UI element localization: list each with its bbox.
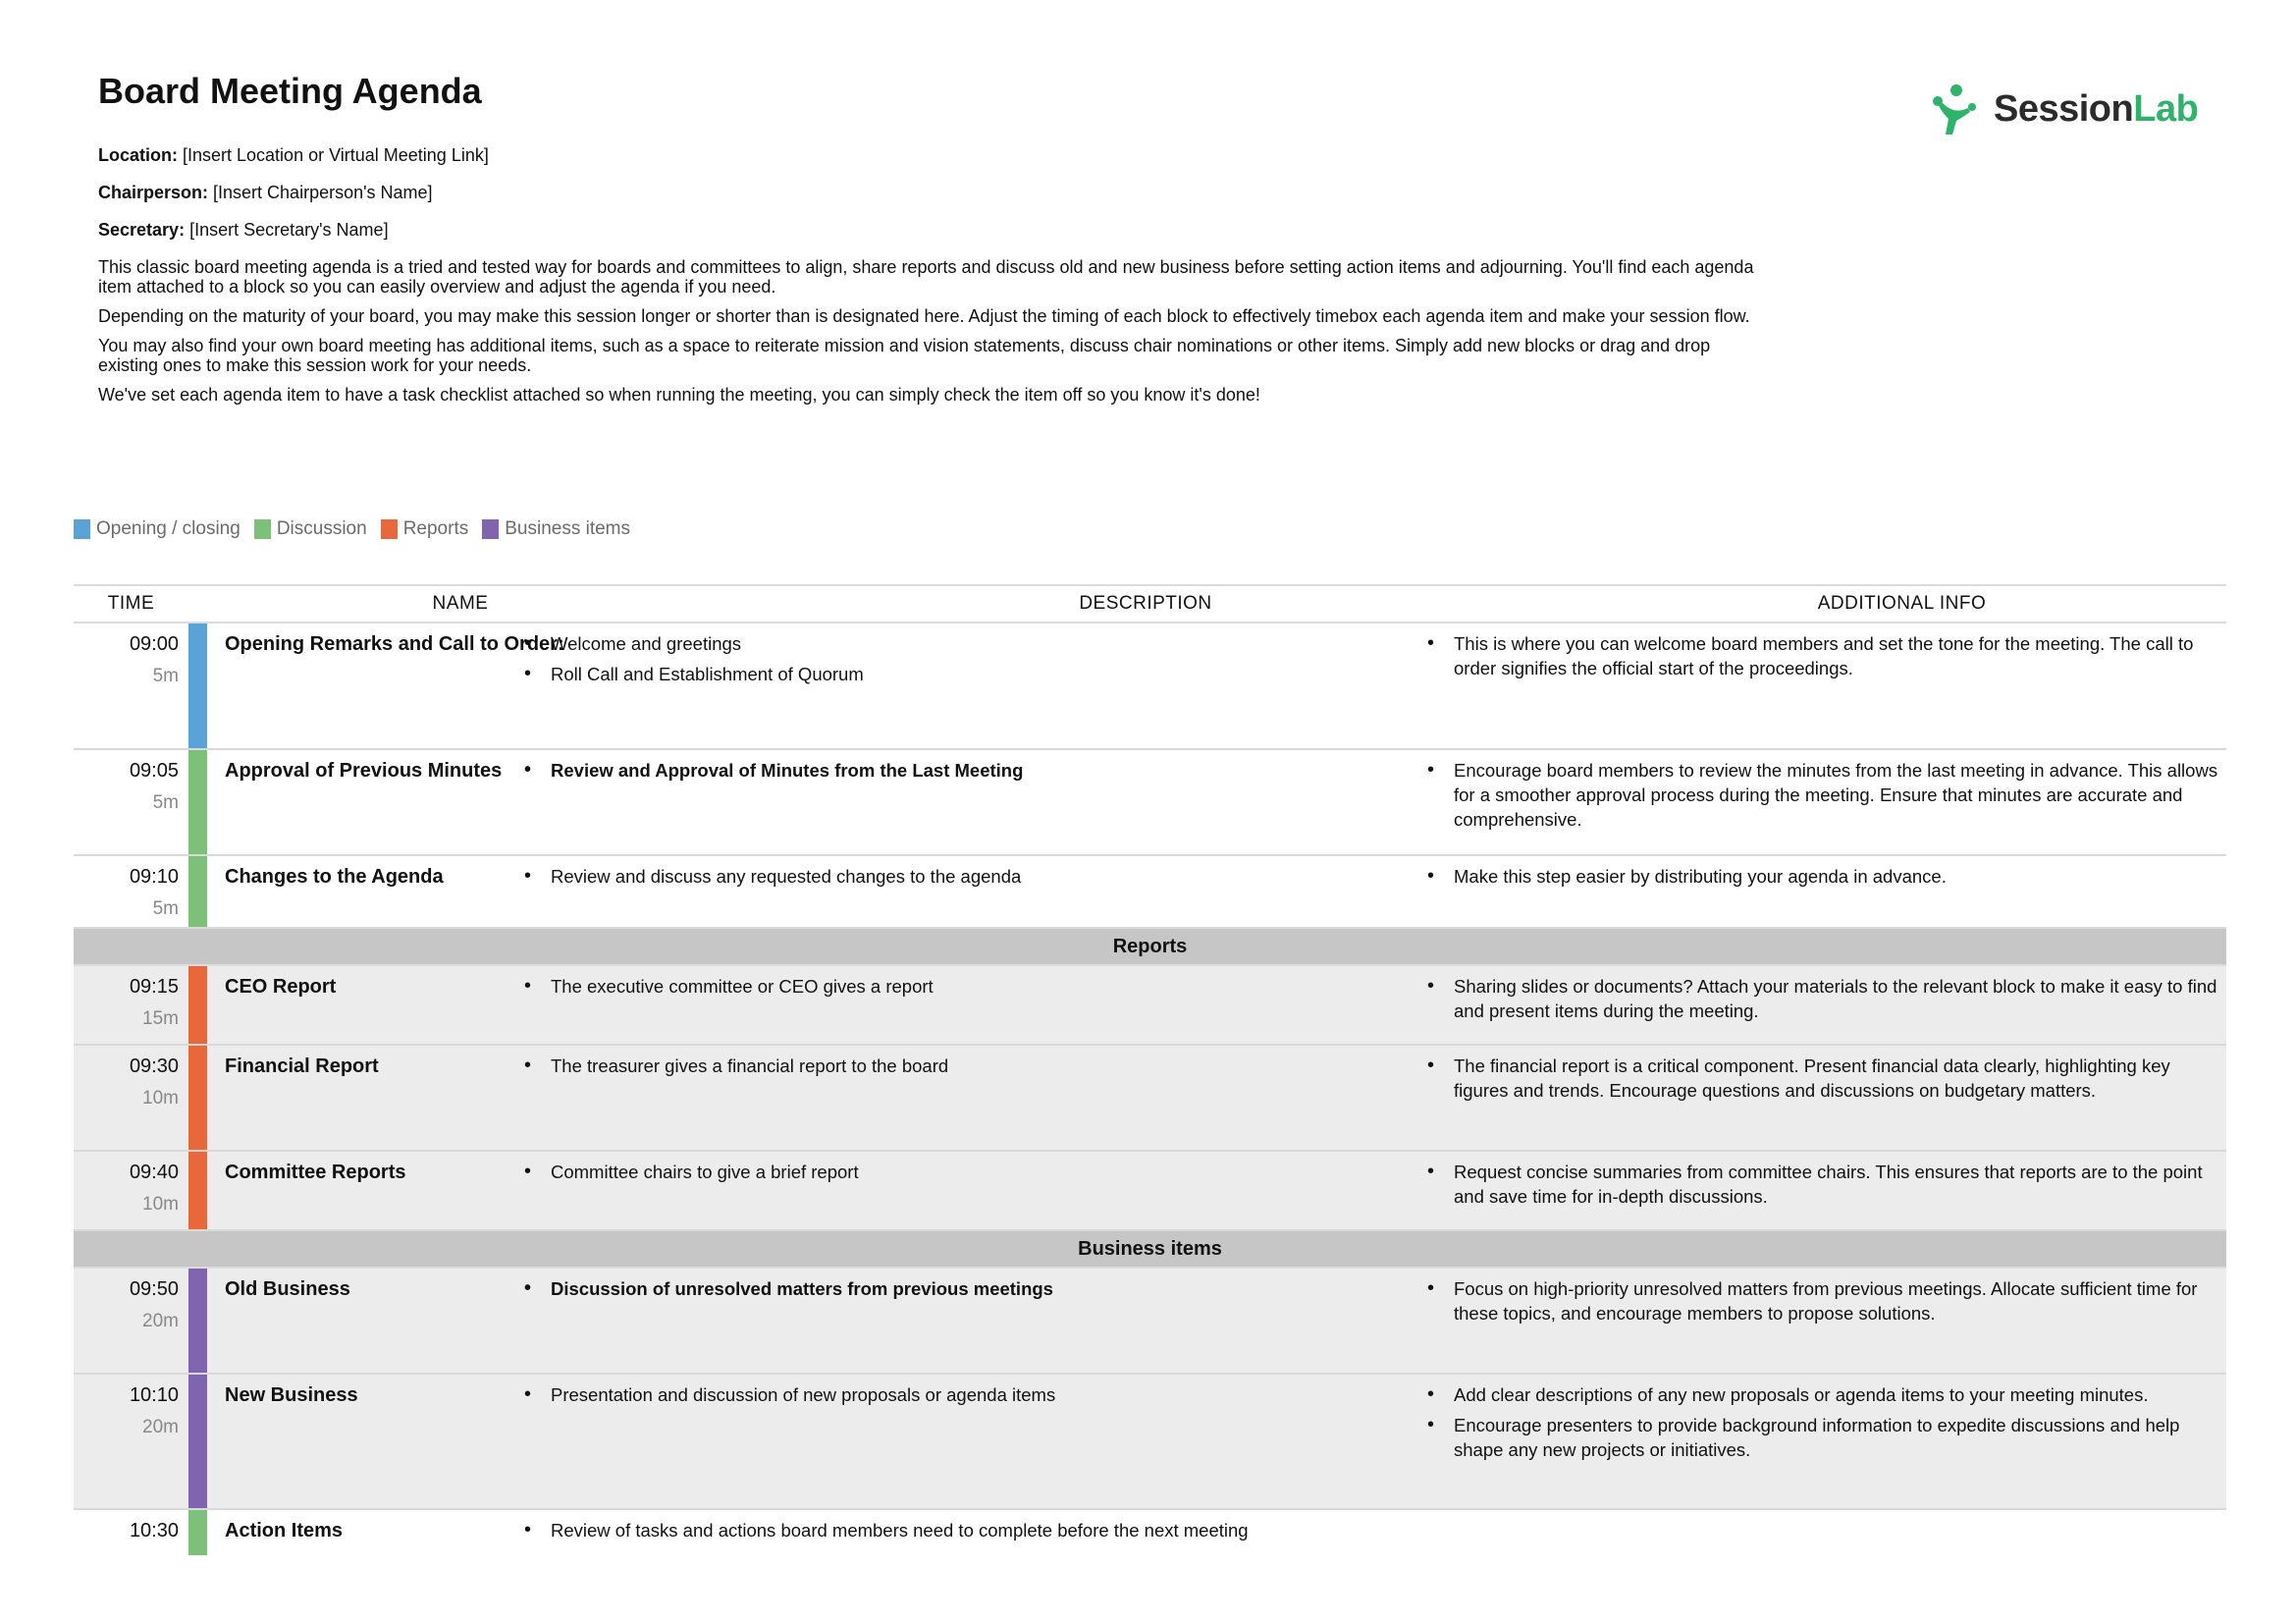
agenda-additional-info <box>1454 623 2226 748</box>
agenda-additional-info <box>1454 1269 2226 1373</box>
page-title: Board Meeting Agenda <box>98 71 482 111</box>
header-name: NAME <box>432 593 489 614</box>
category-color-bar <box>188 1046 207 1150</box>
duration: 5m <box>152 792 179 813</box>
start-time: 09:00 <box>129 633 179 655</box>
header-description: DESCRIPTION <box>1079 593 1212 614</box>
agenda-additional-info <box>1454 1152 2226 1229</box>
agenda-item-name[interactable]: Old Business <box>225 1278 350 1300</box>
info-bullet: • Encourage board members to review the minutes from the last meeting in advance. This allows for a smoother approval process during the meeting. Ensure that minutes are accurate and comprehensive. <box>1427 758 2226 832</box>
agenda-row[interactable] <box>74 1152 2226 1231</box>
agenda-time <box>74 1510 188 1569</box>
duration: 20m <box>142 1311 179 1331</box>
agenda-item-name[interactable]: Changes to the Agenda <box>225 866 444 888</box>
agenda-row[interactable] <box>74 1375 2226 1510</box>
description-bullet: • Review of tasks and actions board members need to complete before the next meeting <box>524 1518 1381 1542</box>
agenda-item-name[interactable]: CEO Report <box>225 976 337 998</box>
agenda-description <box>551 1510 1577 1569</box>
agenda-additional-info <box>1454 856 2226 927</box>
category-legend <box>74 518 644 540</box>
legend-item: Opening / closing <box>74 518 240 540</box>
chairperson-line: Chairperson: [Insert Chairperson's Name] <box>98 183 433 202</box>
start-time: 10:10 <box>129 1384 179 1406</box>
agenda-row[interactable] <box>74 623 2226 750</box>
header-time: TIME <box>107 593 155 614</box>
start-time: 10:30 <box>129 1520 179 1542</box>
duration: 10m <box>142 1194 179 1215</box>
legend-swatch <box>254 519 271 539</box>
category-color-bar <box>188 1152 207 1229</box>
start-time: 09:30 <box>129 1055 179 1077</box>
intro-paragraph: We've set each agenda item to have a task checklist attached so when running the meeting, you can simply check the item off so you know it's done! <box>98 385 1260 405</box>
description-bullet: • Presentation and discussion of new proposals or agenda items <box>524 1382 1381 1407</box>
category-color-bar <box>188 1510 207 1555</box>
duration: 5m <box>152 666 179 686</box>
header-additional-info: ADDITIONAL INFO <box>1817 593 1987 614</box>
intro-paragraph: Depending on the maturity of your board, you may make this session longer or shorter than is designated here. Adjust the timing of each block to effectively timebox each agenda item and make your session flow. <box>98 306 1750 326</box>
agenda-item-name[interactable]: Opening Remarks and Call to Order: <box>225 633 564 655</box>
info-bullet: • Add clear descriptions of any new proposals or agenda items to your meeting minutes. <box>1427 1382 2226 1407</box>
intro-text <box>98 257 1757 405</box>
agenda-additional-info <box>1454 1375 2226 1508</box>
start-time: 09:50 <box>129 1278 179 1300</box>
description-bullet: • Discussion of unresolved matters from previous meetings <box>524 1276 1381 1301</box>
start-time: 09:15 <box>129 976 179 998</box>
description-bullet: • Review and discuss any requested changes to the agenda <box>524 864 1381 889</box>
info-bullet: • The financial report is a critical component. Present financial data clearly, highlighting key figures and trends. Encourage questions and discussions on budgetary matters. <box>1427 1054 2226 1103</box>
duration: 5m <box>152 898 179 919</box>
agenda-row[interactable] <box>74 1269 2226 1375</box>
category-color-bar <box>188 966 207 1044</box>
agenda-time <box>74 966 188 1044</box>
agenda-time <box>74 856 188 927</box>
agenda-item-name[interactable]: Committee Reports <box>225 1162 406 1183</box>
start-time: 09:40 <box>129 1162 179 1183</box>
agenda-row[interactable] <box>74 750 2226 856</box>
table-header <box>74 584 2226 623</box>
location-line: Location: [Insert Location or Virtual Meeting Link] <box>98 145 489 165</box>
description-bullet: • Roll Call and Establishment of Quorum <box>524 662 1381 686</box>
description-bullet: • The treasurer gives a financial report to the board <box>524 1054 1381 1078</box>
description-bullet: • The executive committee or CEO gives a report <box>524 974 1381 999</box>
start-time: 09:05 <box>129 760 179 782</box>
legend-swatch <box>482 519 499 539</box>
section-header: Business items <box>74 1231 2226 1269</box>
agenda-additional-info <box>1454 750 2226 854</box>
agenda-row[interactable] <box>74 856 2226 929</box>
info-bullet: • Focus on high-priority unresolved matters from previous meetings. Allocate sufficient time for these topics, and encourage members to propose solutions. <box>1427 1276 2226 1325</box>
agenda-row[interactable] <box>74 966 2226 1046</box>
category-color-bar <box>188 750 207 854</box>
info-bullet: • This is where you can welcome board members and set the tone for the meeting. The call to order signifies the official start of the proceedings. <box>1427 631 2226 680</box>
agenda-time <box>74 1269 188 1373</box>
agenda-additional-info <box>1454 966 2226 1044</box>
logo-text: SessionLab <box>1994 87 2199 130</box>
duration: 20m <box>142 1417 179 1437</box>
sessionlab-logo[interactable] <box>1929 77 2198 141</box>
agenda-time <box>74 1046 188 1150</box>
info-bullet: • Sharing slides or documents? Attach your materials to the relevant block to make it easy to find and present items during the meeting. <box>1427 974 2226 1023</box>
description-bullet: • Welcome and greetings <box>524 631 1381 656</box>
secretary-line: Secretary: [Insert Secretary's Name] <box>98 220 389 240</box>
agenda-item-name[interactable]: Action Items <box>225 1520 344 1542</box>
legend-item: Business items <box>482 518 630 540</box>
meeting-details <box>98 145 1757 414</box>
agenda-item-name[interactable]: Financial Report <box>225 1055 379 1077</box>
duration: 15m <box>142 1008 179 1029</box>
legend-swatch <box>381 519 398 539</box>
agenda-additional-info <box>1577 1510 2226 1569</box>
section-header: Reports <box>74 929 2226 966</box>
agenda-row[interactable] <box>74 1510 2226 1569</box>
agenda-time <box>74 1152 188 1229</box>
category-color-bar <box>188 856 207 927</box>
info-bullet: • Encourage presenters to provide background information to expedite discussions and help shape any new projects or initiatives. <box>1427 1413 2226 1462</box>
legend-swatch <box>74 519 90 539</box>
agenda-additional-info <box>1454 1046 2226 1150</box>
agenda-time <box>74 623 188 748</box>
intro-paragraph: You may also find your own board meeting has additional items, such as a space to reiterate mission and vision statements, discuss chair nominations or other items. Simply add new blocks or drag and drop existing ones to make this session work for your needs. <box>98 336 1711 375</box>
intro-paragraph: This classic board meeting agenda is a tried and tested way for boards and committees to align, share reports and discuss old and new business before setting action items and adjourning. You'll find each agenda item attached to a block so you can easily overview and adjust the agenda if you need. <box>98 257 1754 297</box>
legend-item: Discussion <box>254 518 367 540</box>
legend-item: Reports <box>381 518 469 540</box>
info-bullet: • Make this step easier by distributing your agenda in advance. <box>1427 864 2226 889</box>
description-bullet: • Committee chairs to give a brief report <box>524 1160 1381 1184</box>
agenda-time <box>74 1375 188 1508</box>
agenda-item-name[interactable]: Approval of Previous Minutes <box>225 760 503 782</box>
start-time: 09:10 <box>129 866 179 888</box>
agenda-item-name[interactable]: New Business <box>225 1384 358 1406</box>
agenda-row[interactable] <box>74 1046 2226 1152</box>
agenda-time <box>74 750 188 854</box>
category-color-bar <box>188 1375 207 1508</box>
description-bullet: • Review and Approval of Minutes from the Last Meeting <box>524 758 1381 783</box>
sessionlab-logo-icon <box>1929 81 1984 136</box>
info-bullet: • Request concise summaries from committee chairs. This ensures that reports are to the point and save time for in-depth discussions. <box>1427 1160 2226 1209</box>
category-color-bar <box>188 1269 207 1373</box>
agenda-table <box>74 584 2226 1569</box>
duration: 10m <box>142 1088 179 1109</box>
category-color-bar <box>188 623 207 748</box>
